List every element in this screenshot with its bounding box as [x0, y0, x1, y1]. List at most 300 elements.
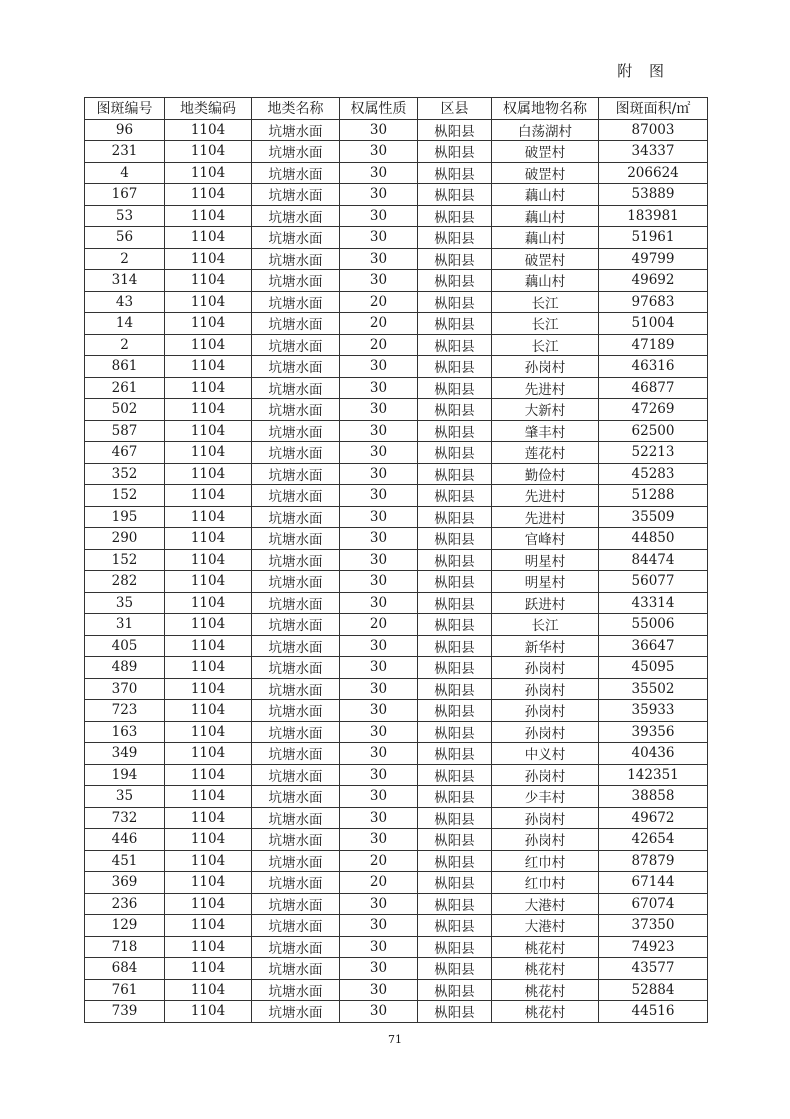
cell-owner-name: 红巾村 — [492, 850, 599, 872]
table-row — [85, 162, 708, 184]
cell-county: 枞阳县 — [418, 184, 492, 206]
cell-ownership-type: 30 — [340, 592, 418, 614]
cell-county: 枞阳县 — [418, 592, 492, 614]
cell-area: 62500 — [599, 420, 708, 442]
cell-landtype-code: 1104 — [165, 334, 252, 356]
cell-owner-name: 红巾村 — [492, 872, 599, 894]
cell-area: 51961 — [599, 227, 708, 249]
cell-parcel-id: 718 — [85, 936, 165, 958]
cell-owner-name: 破罡村 — [492, 248, 599, 270]
cell-county: 枞阳县 — [418, 334, 492, 356]
table-row — [85, 313, 708, 335]
cell-county: 枞阳县 — [418, 399, 492, 421]
cell-landtype-name: 坑塘水面 — [252, 936, 340, 958]
table-row — [85, 571, 708, 593]
cell-area: 46316 — [599, 356, 708, 378]
cell-landtype-code: 1104 — [165, 936, 252, 958]
cell-parcel-id: 369 — [85, 872, 165, 894]
cell-parcel-id: 152 — [85, 549, 165, 571]
cell-owner-name: 藕山村 — [492, 270, 599, 292]
cell-ownership-type: 30 — [340, 635, 418, 657]
table-row — [85, 635, 708, 657]
cell-owner-name: 孙岗村 — [492, 657, 599, 679]
cell-owner-name: 孙岗村 — [492, 721, 599, 743]
cell-owner-name: 先进村 — [492, 485, 599, 507]
cell-ownership-type: 30 — [340, 119, 418, 141]
cell-county: 枞阳县 — [418, 119, 492, 141]
cell-parcel-id: 861 — [85, 356, 165, 378]
cell-parcel-id: 587 — [85, 420, 165, 442]
cell-area: 47269 — [599, 399, 708, 421]
cell-county: 枞阳县 — [418, 506, 492, 528]
table-row — [85, 936, 708, 958]
cell-area: 43314 — [599, 592, 708, 614]
cell-area: 42654 — [599, 829, 708, 851]
column-header-county: 区县 — [418, 98, 492, 120]
table-row — [85, 227, 708, 249]
cell-ownership-type: 20 — [340, 872, 418, 894]
cell-county: 枞阳县 — [418, 764, 492, 786]
cell-ownership-type: 30 — [340, 485, 418, 507]
cell-county: 枞阳县 — [418, 721, 492, 743]
table-row — [85, 549, 708, 571]
cell-county: 枞阳县 — [418, 743, 492, 765]
cell-ownership-type: 30 — [340, 356, 418, 378]
cell-ownership-type: 30 — [340, 1001, 418, 1023]
cell-landtype-name: 坑塘水面 — [252, 958, 340, 980]
cell-owner-name: 明星村 — [492, 571, 599, 593]
cell-ownership-type: 30 — [340, 549, 418, 571]
cell-owner-name: 破罡村 — [492, 141, 599, 163]
cell-landtype-name: 坑塘水面 — [252, 571, 340, 593]
cell-landtype-code: 1104 — [165, 764, 252, 786]
cell-landtype-name: 坑塘水面 — [252, 850, 340, 872]
cell-owner-name: 官峰村 — [492, 528, 599, 550]
cell-landtype-name: 坑塘水面 — [252, 205, 340, 227]
cell-landtype-name: 坑塘水面 — [252, 420, 340, 442]
cell-ownership-type: 20 — [340, 313, 418, 335]
table-row — [85, 420, 708, 442]
cell-area: 52884 — [599, 979, 708, 1001]
cell-ownership-type: 30 — [340, 141, 418, 163]
cell-landtype-code: 1104 — [165, 356, 252, 378]
cell-landtype-name: 坑塘水面 — [252, 356, 340, 378]
cell-landtype-name: 坑塘水面 — [252, 313, 340, 335]
cell-ownership-type: 30 — [340, 764, 418, 786]
column-header-parcel-id: 图斑编号 — [85, 98, 165, 120]
cell-ownership-type: 20 — [340, 614, 418, 636]
cell-county: 枞阳县 — [418, 528, 492, 550]
cell-owner-name: 孙岗村 — [492, 678, 599, 700]
cell-parcel-id: 35 — [85, 592, 165, 614]
cell-area: 183981 — [599, 205, 708, 227]
cell-landtype-name: 坑塘水面 — [252, 399, 340, 421]
cell-county: 枞阳县 — [418, 700, 492, 722]
table-row — [85, 829, 708, 851]
appendix-label: 附 图 — [617, 62, 670, 80]
cell-owner-name: 莲花村 — [492, 442, 599, 464]
cell-landtype-name: 坑塘水面 — [252, 270, 340, 292]
cell-county: 枞阳县 — [418, 205, 492, 227]
cell-owner-name: 肇丰村 — [492, 420, 599, 442]
cell-owner-name: 中义村 — [492, 743, 599, 765]
cell-landtype-code: 1104 — [165, 420, 252, 442]
cell-area: 46877 — [599, 377, 708, 399]
cell-ownership-type: 20 — [340, 334, 418, 356]
cell-area: 45283 — [599, 463, 708, 485]
cell-parcel-id: 2 — [85, 248, 165, 270]
cell-area: 44850 — [599, 528, 708, 550]
cell-ownership-type: 20 — [340, 850, 418, 872]
cell-landtype-code: 1104 — [165, 850, 252, 872]
cell-county: 枞阳县 — [418, 1001, 492, 1023]
cell-landtype-name: 坑塘水面 — [252, 592, 340, 614]
cell-parcel-id: 282 — [85, 571, 165, 593]
cell-ownership-type: 20 — [340, 291, 418, 313]
cell-landtype-code: 1104 — [165, 463, 252, 485]
cell-owner-name: 跃进村 — [492, 592, 599, 614]
cell-county: 枞阳县 — [418, 442, 492, 464]
cell-ownership-type: 30 — [340, 248, 418, 270]
cell-landtype-code: 1104 — [165, 399, 252, 421]
cell-owner-name: 桃花村 — [492, 979, 599, 1001]
cell-landtype-code: 1104 — [165, 786, 252, 808]
cell-parcel-id: 35 — [85, 786, 165, 808]
cell-landtype-name: 坑塘水面 — [252, 635, 340, 657]
cell-ownership-type: 30 — [340, 958, 418, 980]
cell-landtype-name: 坑塘水面 — [252, 442, 340, 464]
cell-area: 35502 — [599, 678, 708, 700]
cell-landtype-name: 坑塘水面 — [252, 227, 340, 249]
cell-landtype-name: 坑塘水面 — [252, 506, 340, 528]
cell-landtype-name: 坑塘水面 — [252, 979, 340, 1001]
column-header-area: 图斑面积/㎡ — [599, 98, 708, 120]
cell-landtype-code: 1104 — [165, 915, 252, 937]
table-row — [85, 915, 708, 937]
cell-owner-name: 长江 — [492, 291, 599, 313]
cell-county: 枞阳县 — [418, 872, 492, 894]
cell-county: 枞阳县 — [418, 678, 492, 700]
cell-owner-name: 大港村 — [492, 915, 599, 937]
cell-landtype-code: 1104 — [165, 872, 252, 894]
cell-parcel-id: 56 — [85, 227, 165, 249]
table-row — [85, 893, 708, 915]
cell-ownership-type: 30 — [340, 442, 418, 464]
cell-landtype-name: 坑塘水面 — [252, 807, 340, 829]
cell-area: 38858 — [599, 786, 708, 808]
cell-owner-name: 桃花村 — [492, 958, 599, 980]
cell-landtype-code: 1104 — [165, 162, 252, 184]
cell-parcel-id: 2 — [85, 334, 165, 356]
cell-parcel-id: 236 — [85, 893, 165, 915]
cell-owner-name: 大港村 — [492, 893, 599, 915]
table-row — [85, 291, 708, 313]
table-row — [85, 721, 708, 743]
cell-area: 36647 — [599, 635, 708, 657]
cell-county: 枞阳县 — [418, 270, 492, 292]
cell-area: 49692 — [599, 270, 708, 292]
cell-landtype-name: 坑塘水面 — [252, 528, 340, 550]
cell-landtype-code: 1104 — [165, 635, 252, 657]
cell-area: 34337 — [599, 141, 708, 163]
cell-landtype-name: 坑塘水面 — [252, 377, 340, 399]
cell-landtype-name: 坑塘水面 — [252, 657, 340, 679]
table-row — [85, 958, 708, 980]
cell-ownership-type: 30 — [340, 786, 418, 808]
cell-parcel-id: 723 — [85, 700, 165, 722]
cell-owner-name: 藕山村 — [492, 184, 599, 206]
cell-area: 49672 — [599, 807, 708, 829]
cell-county: 枞阳县 — [418, 807, 492, 829]
table-row — [85, 614, 708, 636]
cell-parcel-id: 370 — [85, 678, 165, 700]
cell-ownership-type: 30 — [340, 700, 418, 722]
cell-parcel-id: 761 — [85, 979, 165, 1001]
cell-landtype-code: 1104 — [165, 377, 252, 399]
cell-county: 枞阳县 — [418, 571, 492, 593]
cell-landtype-code: 1104 — [165, 291, 252, 313]
cell-county: 枞阳县 — [418, 356, 492, 378]
cell-landtype-code: 1104 — [165, 119, 252, 141]
cell-area: 87003 — [599, 119, 708, 141]
table-row — [85, 786, 708, 808]
cell-county: 枞阳县 — [418, 657, 492, 679]
cell-landtype-name: 坑塘水面 — [252, 334, 340, 356]
page-number: 71 — [388, 1033, 402, 1046]
cell-county: 枞阳县 — [418, 248, 492, 270]
cell-parcel-id: 732 — [85, 807, 165, 829]
cell-area: 67074 — [599, 893, 708, 915]
cell-parcel-id: 314 — [85, 270, 165, 292]
cell-landtype-name: 坑塘水面 — [252, 485, 340, 507]
cell-parcel-id: 167 — [85, 184, 165, 206]
cell-area: 39356 — [599, 721, 708, 743]
cell-owner-name: 孙岗村 — [492, 764, 599, 786]
cell-area: 74923 — [599, 936, 708, 958]
cell-ownership-type: 30 — [340, 162, 418, 184]
cell-ownership-type: 30 — [340, 506, 418, 528]
cell-landtype-name: 坑塘水面 — [252, 700, 340, 722]
cell-parcel-id: 261 — [85, 377, 165, 399]
table-row — [85, 442, 708, 464]
cell-area: 87879 — [599, 850, 708, 872]
cell-landtype-code: 1104 — [165, 141, 252, 163]
cell-area: 84474 — [599, 549, 708, 571]
cell-county: 枞阳县 — [418, 915, 492, 937]
cell-ownership-type: 30 — [340, 399, 418, 421]
cell-landtype-name: 坑塘水面 — [252, 893, 340, 915]
cell-ownership-type: 30 — [340, 377, 418, 399]
cell-landtype-code: 1104 — [165, 592, 252, 614]
cell-owner-name: 长江 — [492, 313, 599, 335]
table-row — [85, 657, 708, 679]
table-row — [85, 979, 708, 1001]
cell-area: 55006 — [599, 614, 708, 636]
cell-county: 枞阳县 — [418, 549, 492, 571]
cell-landtype-code: 1104 — [165, 205, 252, 227]
cell-parcel-id: 352 — [85, 463, 165, 485]
table-row — [85, 205, 708, 227]
cell-parcel-id: 684 — [85, 958, 165, 980]
cell-parcel-id: 43 — [85, 291, 165, 313]
cell-landtype-code: 1104 — [165, 700, 252, 722]
cell-ownership-type: 30 — [340, 807, 418, 829]
cell-county: 枞阳县 — [418, 958, 492, 980]
cell-ownership-type: 30 — [340, 657, 418, 679]
table-row — [85, 850, 708, 872]
cell-landtype-code: 1104 — [165, 958, 252, 980]
table-row — [85, 1001, 708, 1023]
table-row — [85, 270, 708, 292]
cell-county: 枞阳县 — [418, 635, 492, 657]
table-body — [85, 119, 708, 1022]
cell-area: 37350 — [599, 915, 708, 937]
cell-landtype-code: 1104 — [165, 528, 252, 550]
cell-landtype-code: 1104 — [165, 270, 252, 292]
cell-ownership-type: 30 — [340, 184, 418, 206]
cell-landtype-name: 坑塘水面 — [252, 291, 340, 313]
cell-county: 枞阳县 — [418, 829, 492, 851]
cell-landtype-code: 1104 — [165, 485, 252, 507]
cell-landtype-code: 1104 — [165, 1001, 252, 1023]
cell-area: 51288 — [599, 485, 708, 507]
cell-owner-name: 大新村 — [492, 399, 599, 421]
cell-landtype-code: 1104 — [165, 506, 252, 528]
cell-landtype-code: 1104 — [165, 807, 252, 829]
cell-area: 43577 — [599, 958, 708, 980]
cell-landtype-name: 坑塘水面 — [252, 786, 340, 808]
table-row — [85, 334, 708, 356]
cell-parcel-id: 290 — [85, 528, 165, 550]
cell-county: 枞阳县 — [418, 227, 492, 249]
cell-parcel-id: 14 — [85, 313, 165, 335]
cell-landtype-name: 坑塘水面 — [252, 721, 340, 743]
table-row — [85, 184, 708, 206]
cell-owner-name: 藕山村 — [492, 205, 599, 227]
cell-ownership-type: 30 — [340, 678, 418, 700]
cell-ownership-type: 30 — [340, 743, 418, 765]
cell-landtype-code: 1104 — [165, 743, 252, 765]
table-row — [85, 528, 708, 550]
cell-area: 52213 — [599, 442, 708, 464]
cell-landtype-name: 坑塘水面 — [252, 549, 340, 571]
cell-landtype-name: 坑塘水面 — [252, 141, 340, 163]
table-row — [85, 485, 708, 507]
cell-landtype-code: 1104 — [165, 313, 252, 335]
cell-county: 枞阳县 — [418, 614, 492, 636]
cell-area: 67144 — [599, 872, 708, 894]
cell-county: 枞阳县 — [418, 377, 492, 399]
cell-county: 枞阳县 — [418, 463, 492, 485]
cell-owner-name: 白荡湖村 — [492, 119, 599, 141]
cell-landtype-code: 1104 — [165, 979, 252, 1001]
cell-owner-name: 藕山村 — [492, 227, 599, 249]
table-row — [85, 377, 708, 399]
cell-county: 枞阳县 — [418, 313, 492, 335]
table-row — [85, 119, 708, 141]
column-header-owner-name: 权属地物名称 — [492, 98, 599, 120]
table-row — [85, 399, 708, 421]
cell-owner-name: 桃花村 — [492, 936, 599, 958]
cell-landtype-name: 坑塘水面 — [252, 764, 340, 786]
cell-owner-name: 孙岗村 — [492, 829, 599, 851]
cell-ownership-type: 30 — [340, 463, 418, 485]
cell-area: 47189 — [599, 334, 708, 356]
cell-area: 51004 — [599, 313, 708, 335]
cell-landtype-name: 坑塘水面 — [252, 872, 340, 894]
cell-parcel-id: 349 — [85, 743, 165, 765]
table-row — [85, 678, 708, 700]
cell-county: 枞阳县 — [418, 420, 492, 442]
table-row — [85, 248, 708, 270]
cell-owner-name: 新华村 — [492, 635, 599, 657]
cell-parcel-id: 446 — [85, 829, 165, 851]
column-header-landtype-name: 地类名称 — [252, 98, 340, 120]
table-row — [85, 743, 708, 765]
cell-area: 40436 — [599, 743, 708, 765]
cell-parcel-id: 489 — [85, 657, 165, 679]
cell-ownership-type: 30 — [340, 721, 418, 743]
cell-parcel-id: 231 — [85, 141, 165, 163]
cell-ownership-type: 30 — [340, 893, 418, 915]
cell-landtype-code: 1104 — [165, 184, 252, 206]
cell-county: 枞阳县 — [418, 850, 492, 872]
cell-landtype-code: 1104 — [165, 893, 252, 915]
cell-county: 枞阳县 — [418, 291, 492, 313]
cell-landtype-name: 坑塘水面 — [252, 915, 340, 937]
cell-owner-name: 孙岗村 — [492, 700, 599, 722]
cell-area: 56077 — [599, 571, 708, 593]
cell-landtype-code: 1104 — [165, 248, 252, 270]
cell-landtype-code: 1104 — [165, 657, 252, 679]
table-row — [85, 764, 708, 786]
parcel-table — [84, 97, 708, 1023]
cell-county: 枞阳县 — [418, 936, 492, 958]
cell-county: 枞阳县 — [418, 141, 492, 163]
cell-owner-name: 先进村 — [492, 506, 599, 528]
cell-county: 枞阳县 — [418, 979, 492, 1001]
cell-area: 97683 — [599, 291, 708, 313]
table-row — [85, 463, 708, 485]
cell-owner-name: 桃花村 — [492, 1001, 599, 1023]
cell-ownership-type: 30 — [340, 979, 418, 1001]
table-row — [85, 356, 708, 378]
cell-area: 53889 — [599, 184, 708, 206]
cell-landtype-code: 1104 — [165, 571, 252, 593]
cell-landtype-name: 坑塘水面 — [252, 463, 340, 485]
cell-parcel-id: 739 — [85, 1001, 165, 1023]
cell-area: 35509 — [599, 506, 708, 528]
cell-parcel-id: 96 — [85, 119, 165, 141]
cell-landtype-name: 坑塘水面 — [252, 743, 340, 765]
cell-ownership-type: 30 — [340, 205, 418, 227]
table-row — [85, 592, 708, 614]
cell-owner-name: 长江 — [492, 334, 599, 356]
cell-ownership-type: 30 — [340, 571, 418, 593]
cell-ownership-type: 30 — [340, 829, 418, 851]
cell-landtype-name: 坑塘水面 — [252, 614, 340, 636]
table-row — [85, 141, 708, 163]
cell-parcel-id: 405 — [85, 635, 165, 657]
cell-parcel-id: 53 — [85, 205, 165, 227]
table-row — [85, 700, 708, 722]
cell-owner-name: 破罡村 — [492, 162, 599, 184]
cell-parcel-id: 31 — [85, 614, 165, 636]
column-header-ownership-type: 权属性质 — [340, 98, 418, 120]
cell-parcel-id: 467 — [85, 442, 165, 464]
cell-parcel-id: 152 — [85, 485, 165, 507]
cell-area: 49799 — [599, 248, 708, 270]
